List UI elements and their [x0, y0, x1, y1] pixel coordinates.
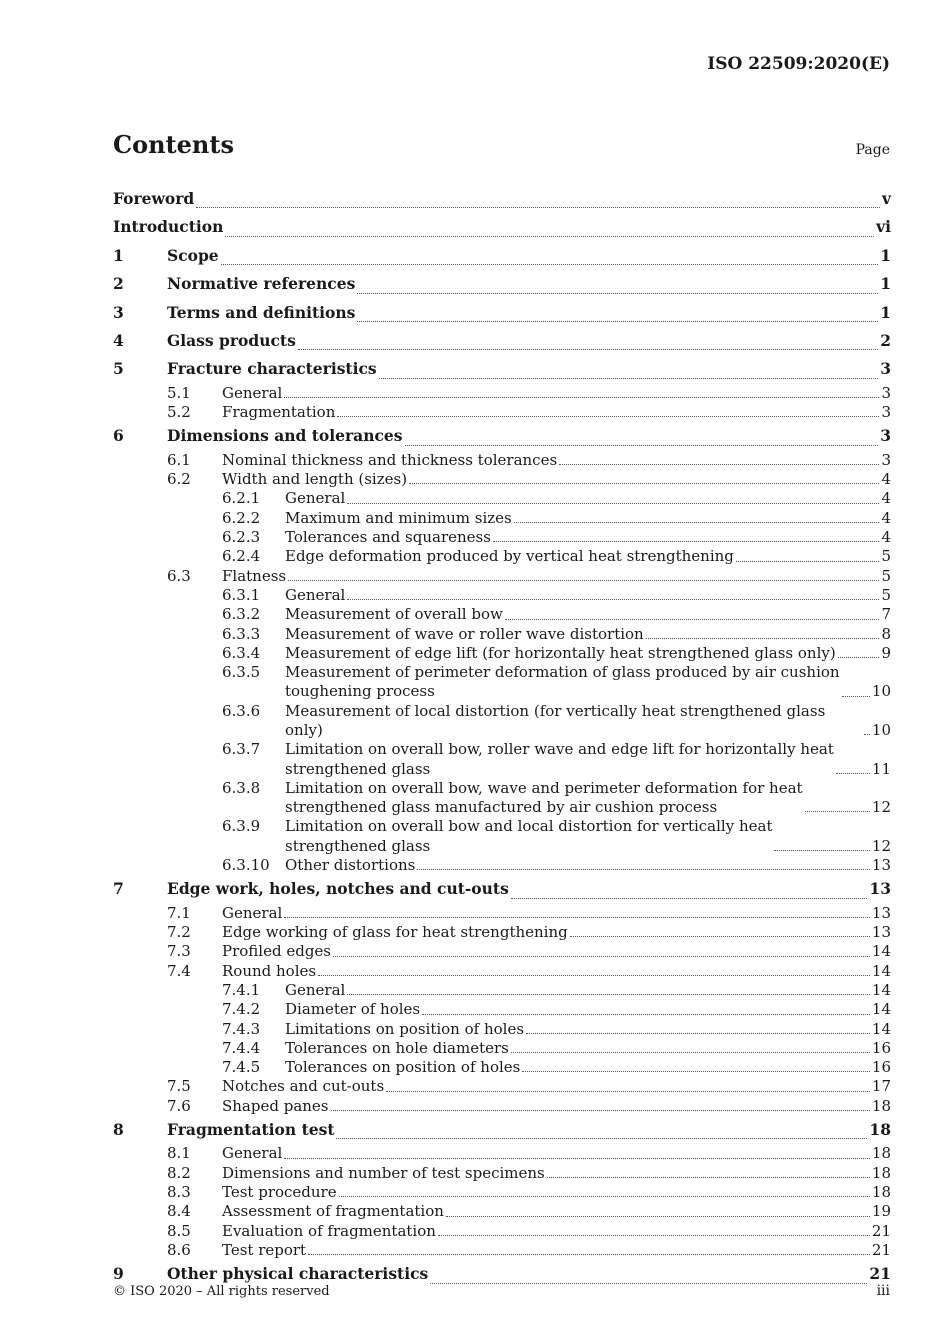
- toc-entry-number: 6.2.4: [222, 547, 261, 566]
- toc-entry-title: Edge work, holes, notches and cut-outs: [167, 879, 509, 899]
- toc-entry-title: Edge working of glass for heat strengthening: [222, 923, 568, 942]
- toc-entry-title-continued: strengthened glass: [285, 836, 431, 855]
- toc-entry-title: Evaluation of fragmentation: [222, 1221, 436, 1240]
- toc-entry-page: 14: [871, 1019, 891, 1038]
- toc-entry-number: 6.3: [167, 566, 191, 585]
- toc-entry[interactable]: [113, 403, 891, 422]
- table-of-contents: [113, 185, 891, 1289]
- toc-entry[interactable]: [113, 355, 891, 383]
- toc-entry-page: 21: [871, 1221, 891, 1240]
- toc-entry-page: 13: [871, 903, 891, 922]
- toc-entry-page: 4: [881, 470, 891, 489]
- dot-leader: [409, 483, 879, 484]
- toc-entry-title-continued: toughening process: [285, 682, 435, 701]
- toc-entry[interactable]: [113, 644, 891, 663]
- toc-entry-page: 14: [871, 961, 891, 980]
- toc-entry-page: 11: [871, 759, 891, 778]
- toc-entry-title: Assessment of fragmentation: [222, 1202, 444, 1221]
- dot-leader: [386, 1091, 870, 1092]
- toc-entry-page: 14: [871, 1000, 891, 1019]
- dot-leader: [736, 561, 880, 562]
- toc-entry-page: v: [881, 189, 891, 208]
- toc-entry-number: 6.3.2: [222, 605, 261, 624]
- dot-leader: [284, 397, 879, 398]
- toc-entry-page: 21: [871, 1240, 891, 1259]
- toc-entry-page: 4: [881, 528, 891, 547]
- toc-entry-page: 14: [871, 980, 891, 999]
- toc-entry[interactable]: [113, 875, 891, 903]
- toc-entry-title-continued: strengthened glass manufactured by air cushion process: [285, 798, 718, 817]
- toc-entry-page: 21: [869, 1264, 891, 1284]
- dot-leader: [511, 898, 868, 899]
- dot-leader: [331, 1110, 870, 1111]
- toc-entry-number: 5: [113, 359, 124, 379]
- dot-leader: [505, 619, 880, 620]
- toc-entry[interactable]: [113, 1164, 891, 1183]
- dot-leader: [514, 522, 880, 523]
- dot-leader: [838, 657, 880, 658]
- toc-entry-number: 8.6: [167, 1240, 191, 1259]
- toc-entry[interactable]: [113, 1116, 891, 1144]
- toc-entry-page: 18: [871, 1163, 891, 1182]
- dot-leader: [379, 378, 879, 379]
- toc-entry-number: 7.5: [167, 1077, 191, 1096]
- toc-entry-title: General: [222, 903, 283, 922]
- toc-entry-title: General: [285, 489, 346, 508]
- dot-leader: [196, 207, 880, 208]
- toc-entry-title: Fragmentation: [222, 403, 336, 422]
- dot-leader: [339, 1196, 870, 1197]
- copyright-notice: © ISO 2020 – All rights reserved: [113, 1284, 330, 1299]
- toc-entry[interactable]: [113, 384, 891, 403]
- toc-entry-page: 3: [881, 403, 891, 422]
- toc-entry-title: Scope: [167, 245, 219, 265]
- dot-leader: [347, 503, 879, 504]
- toc-entry[interactable]: [113, 567, 891, 586]
- dot-leader: [417, 869, 870, 870]
- toc-entry-page: 13: [871, 923, 891, 942]
- toc-entry-title: General: [285, 980, 346, 999]
- dot-leader: [836, 773, 870, 774]
- toc-entry-number: 6.2.3: [222, 528, 261, 547]
- toc-entry[interactable]: [113, 1222, 891, 1241]
- toc-entry-title: Maximum and minimum sizes: [285, 508, 512, 527]
- dot-leader: [225, 236, 874, 237]
- toc-entry[interactable]: [113, 740, 891, 779]
- toc-entry[interactable]: [113, 185, 891, 213]
- toc-entry-number: 6: [113, 426, 124, 446]
- toc-entry-title: Fracture characteristics: [167, 359, 377, 379]
- dot-leader: [805, 811, 870, 812]
- toc-entry-title: Foreword: [113, 189, 195, 208]
- dot-leader: [333, 956, 870, 957]
- toc-entry-title: General: [222, 1144, 283, 1163]
- toc-entry-title: Edge deformation produced by vertical heat strengthening: [285, 547, 734, 566]
- toc-entry-title: Introduction: [113, 217, 224, 237]
- toc-entry-title: Flatness: [222, 566, 287, 585]
- toc-entry-page: 19: [871, 1202, 891, 1221]
- dot-leader: [438, 1235, 870, 1236]
- toc-entry-title: Limitation on overall bow, roller wave and edge lift for horizontally heat: [285, 740, 834, 759]
- toc-entry[interactable]: [113, 702, 891, 741]
- toc-entry[interactable]: [113, 1144, 891, 1163]
- toc-entry-number: 6.2.1: [222, 489, 261, 508]
- toc-entry[interactable]: [113, 327, 891, 355]
- toc-entry[interactable]: [113, 547, 891, 566]
- toc-entry-number: 6.3.9: [222, 817, 261, 836]
- toc-entry-page: 1: [880, 302, 891, 322]
- toc-entry[interactable]: [113, 856, 891, 875]
- toc-entry-title: Terms and definitions: [167, 302, 356, 322]
- toc-entry-title: Shaped panes: [222, 1096, 329, 1115]
- toc-entry-page: 9: [881, 643, 891, 662]
- toc-entry[interactable]: [113, 605, 891, 624]
- toc-entry-number: 8.1: [167, 1144, 191, 1163]
- toc-entry-title: Tolerances on hole diameters: [285, 1038, 509, 1057]
- dot-leader: [284, 917, 870, 918]
- toc-entry-page: 3: [881, 450, 891, 469]
- toc-entry-number: 6.3.6: [222, 701, 261, 720]
- toc-entry-title: Measurement of overall bow: [285, 605, 503, 624]
- toc-entry-page: 13: [871, 856, 891, 875]
- dot-leader: [842, 696, 870, 697]
- toc-entry-number: 1: [113, 245, 124, 265]
- toc-entry-number: 7.2: [167, 923, 191, 942]
- toc-entry-title: Profiled edges: [222, 942, 331, 961]
- toc-entry-page: 18: [871, 1183, 891, 1202]
- toc-entry-number: 3: [113, 302, 124, 322]
- toc-entry-page: 13: [869, 879, 891, 899]
- dot-leader: [318, 975, 870, 976]
- toc-entry-number: 6.3.5: [222, 663, 261, 682]
- toc-entry[interactable]: [113, 451, 891, 470]
- dot-leader: [288, 580, 879, 581]
- toc-entry-number: 7.4.4: [222, 1038, 261, 1057]
- toc-entry-number: 7.3: [167, 942, 191, 961]
- toc-entry-number: 5.1: [167, 383, 191, 402]
- page-column-label: Page: [855, 142, 890, 158]
- toc-entry-title: Limitation on overall bow, wave and perimeter deformation for heat: [285, 778, 803, 797]
- dot-leader: [559, 464, 879, 465]
- dot-leader: [526, 1033, 870, 1034]
- toc-entry[interactable]: [113, 213, 891, 241]
- toc-entry-number: 8.4: [167, 1202, 191, 1221]
- toc-entry-number: 5.2: [167, 403, 191, 422]
- toc-entry[interactable]: [113, 1039, 891, 1058]
- toc-entry-page: 5: [881, 547, 891, 566]
- toc-entry-title: Round holes: [222, 961, 317, 980]
- toc-entry-title: Test report: [222, 1240, 307, 1259]
- toc-entry-number: 7.1: [167, 903, 191, 922]
- toc-entry-page: 7: [881, 605, 891, 624]
- toc-entry-number: 7: [113, 879, 124, 899]
- toc-entry[interactable]: [113, 1202, 891, 1221]
- toc-entry-number: 8.3: [167, 1183, 191, 1202]
- toc-entry-number: 8: [113, 1120, 124, 1140]
- dot-leader: [308, 1254, 870, 1255]
- toc-entry[interactable]: [113, 981, 891, 1000]
- toc-entry[interactable]: [113, 1058, 891, 1077]
- toc-entry-page: 1: [880, 245, 891, 265]
- toc-entry-page: 5: [881, 566, 891, 585]
- toc-entry-title: General: [222, 383, 283, 402]
- toc-entry-title-continued: strengthened glass: [285, 759, 431, 778]
- dot-leader: [284, 1158, 870, 1159]
- toc-entry-number: 6.3.7: [222, 740, 261, 759]
- toc-entry[interactable]: [113, 242, 891, 270]
- toc-entry-number: 6.3.1: [222, 585, 261, 604]
- dot-leader: [864, 734, 870, 735]
- toc-entry-page: 3: [881, 383, 891, 402]
- document-id: ISO 22509:2020(E): [707, 54, 890, 74]
- toc-entry-page: 10: [871, 721, 891, 739]
- toc-entry-number: 9: [113, 1264, 124, 1284]
- toc-entry-number: 6.3.10: [222, 856, 270, 875]
- toc-entry-number: 7.4.2: [222, 1000, 261, 1019]
- toc-entry[interactable]: [113, 489, 891, 508]
- toc-entry[interactable]: [113, 625, 891, 644]
- toc-entry-page: vi: [876, 217, 891, 237]
- toc-entry[interactable]: [113, 923, 891, 942]
- toc-entry-page: 18: [871, 1144, 891, 1163]
- toc-entry-title: Width and length (sizes): [222, 470, 408, 489]
- toc-entry[interactable]: [113, 270, 891, 298]
- toc-entry-page: 5: [881, 585, 891, 604]
- toc-entry-number: 6.3.4: [222, 643, 261, 662]
- toc-entry[interactable]: [113, 942, 891, 961]
- toc-entry-number: 2: [113, 274, 124, 294]
- toc-entry[interactable]: [113, 1000, 891, 1019]
- toc-entry[interactable]: [113, 1077, 891, 1096]
- toc-entry-page: 3: [880, 359, 891, 379]
- toc-entry-number: 4: [113, 331, 124, 351]
- toc-entry-page: 4: [881, 489, 891, 508]
- toc-entry-number: 7.4.1: [222, 980, 261, 999]
- toc-entry-page: 10: [871, 682, 891, 701]
- toc-entry-title: Notches and cut-outs: [222, 1077, 385, 1096]
- toc-entry[interactable]: [113, 422, 891, 450]
- toc-entry-page: 16: [871, 1038, 891, 1057]
- dot-leader: [422, 1014, 870, 1015]
- toc-entry-number: 7.4.5: [222, 1058, 261, 1077]
- toc-entry[interactable]: [113, 509, 891, 528]
- toc-entry[interactable]: [113, 779, 891, 818]
- toc-entry-page: 4: [881, 508, 891, 527]
- toc-entry[interactable]: [113, 1183, 891, 1202]
- toc-entry-title: Other distortions: [285, 856, 416, 875]
- dot-leader: [347, 599, 879, 600]
- dot-leader: [336, 1138, 867, 1139]
- dot-leader: [446, 1216, 870, 1217]
- toc-entry-page: 18: [871, 1096, 891, 1115]
- toc-entry-title: Other physical characteristics: [167, 1264, 429, 1284]
- toc-entry-page: 8: [881, 624, 891, 643]
- toc-entry[interactable]: [113, 904, 891, 923]
- toc-entry-page: 17: [871, 1077, 891, 1096]
- footer-page-number: iii: [876, 1283, 890, 1299]
- toc-entry-number: 6.3.3: [222, 624, 261, 643]
- toc-entry-page: 12: [871, 798, 891, 817]
- toc-entry-title: Dimensions and tolerances: [167, 426, 403, 446]
- toc-entry-number: 6.1: [167, 450, 191, 469]
- dot-leader: [570, 936, 870, 937]
- toc-entry-page: 3: [880, 426, 891, 446]
- dot-leader: [221, 264, 879, 265]
- toc-entry-title: Normative references: [167, 274, 356, 294]
- toc-entry-title: Limitation on overall bow and local distortion for vertically heat: [285, 817, 773, 836]
- toc-entry-number: 6.3.8: [222, 778, 261, 797]
- toc-entry[interactable]: [113, 528, 891, 547]
- toc-entry[interactable]: [113, 962, 891, 981]
- toc-entry-title: Fragmentation test: [167, 1120, 335, 1140]
- toc-entry[interactable]: [113, 586, 891, 605]
- toc-entry-title: Measurement of perimeter deformation of glass produced by air cushion: [285, 663, 840, 682]
- toc-entry[interactable]: [113, 817, 891, 856]
- toc-entry-title: Nominal thickness and thickness tolerances: [222, 450, 558, 469]
- toc-entry-number: 8.2: [167, 1163, 191, 1182]
- toc-entry-page: 1: [880, 274, 891, 294]
- toc-entry-title: Limitations on position of holes: [285, 1019, 525, 1038]
- toc-entry[interactable]: [113, 1097, 891, 1116]
- dot-leader: [430, 1283, 867, 1284]
- toc-entry-page: 14: [871, 942, 891, 961]
- dot-leader: [337, 416, 879, 417]
- toc-entry-number: 7.4: [167, 961, 191, 980]
- dot-leader: [347, 994, 870, 995]
- toc-entry-number: 7.4.3: [222, 1019, 261, 1038]
- toc-entry-page: 2: [880, 331, 891, 351]
- dot-leader: [547, 1177, 870, 1178]
- dot-leader: [357, 293, 878, 294]
- dot-leader: [405, 445, 879, 446]
- toc-entry-title: Glass products: [167, 331, 296, 351]
- dot-leader: [298, 349, 878, 350]
- toc-entry-number: 8.5: [167, 1221, 191, 1240]
- toc-entry[interactable]: [113, 470, 891, 489]
- toc-entry-page: 18: [869, 1120, 891, 1140]
- toc-entry-title: Diameter of holes: [285, 1000, 421, 1019]
- toc-entry-page: 16: [871, 1058, 891, 1077]
- toc-entry-title: Dimensions and number of test specimens: [222, 1163, 545, 1182]
- toc-entry-title: Tolerances and squareness: [285, 528, 491, 547]
- dot-leader: [646, 638, 880, 639]
- toc-entry[interactable]: [113, 1241, 891, 1260]
- dot-leader: [357, 321, 878, 322]
- toc-entry[interactable]: [113, 1020, 891, 1039]
- toc-entry-title: Measurement of local distortion (for vertically heat strengthened glass only): [285, 701, 826, 739]
- toc-entry-title: General: [285, 585, 346, 604]
- toc-entry-number: 6.2.2: [222, 508, 261, 527]
- dot-leader: [522, 1071, 870, 1072]
- dot-leader: [774, 850, 869, 851]
- toc-entry-title: Tolerances on position of holes: [285, 1058, 521, 1077]
- toc-entry[interactable]: [113, 663, 891, 702]
- toc-entry-page: 12: [871, 836, 891, 855]
- toc-entry-title: Measurement of edge lift (for horizontally heat strengthened glass only): [285, 643, 836, 662]
- page-title: Contents: [113, 130, 234, 159]
- toc-entry[interactable]: [113, 299, 891, 327]
- dot-leader: [511, 1052, 870, 1053]
- toc-entry-title: Test procedure: [222, 1183, 337, 1202]
- toc-entry-number: 7.6: [167, 1096, 191, 1115]
- toc-entry-number: 6.2: [167, 470, 191, 489]
- dot-leader: [493, 541, 880, 542]
- toc-entry-title: Measurement of wave or roller wave distortion: [285, 624, 644, 643]
